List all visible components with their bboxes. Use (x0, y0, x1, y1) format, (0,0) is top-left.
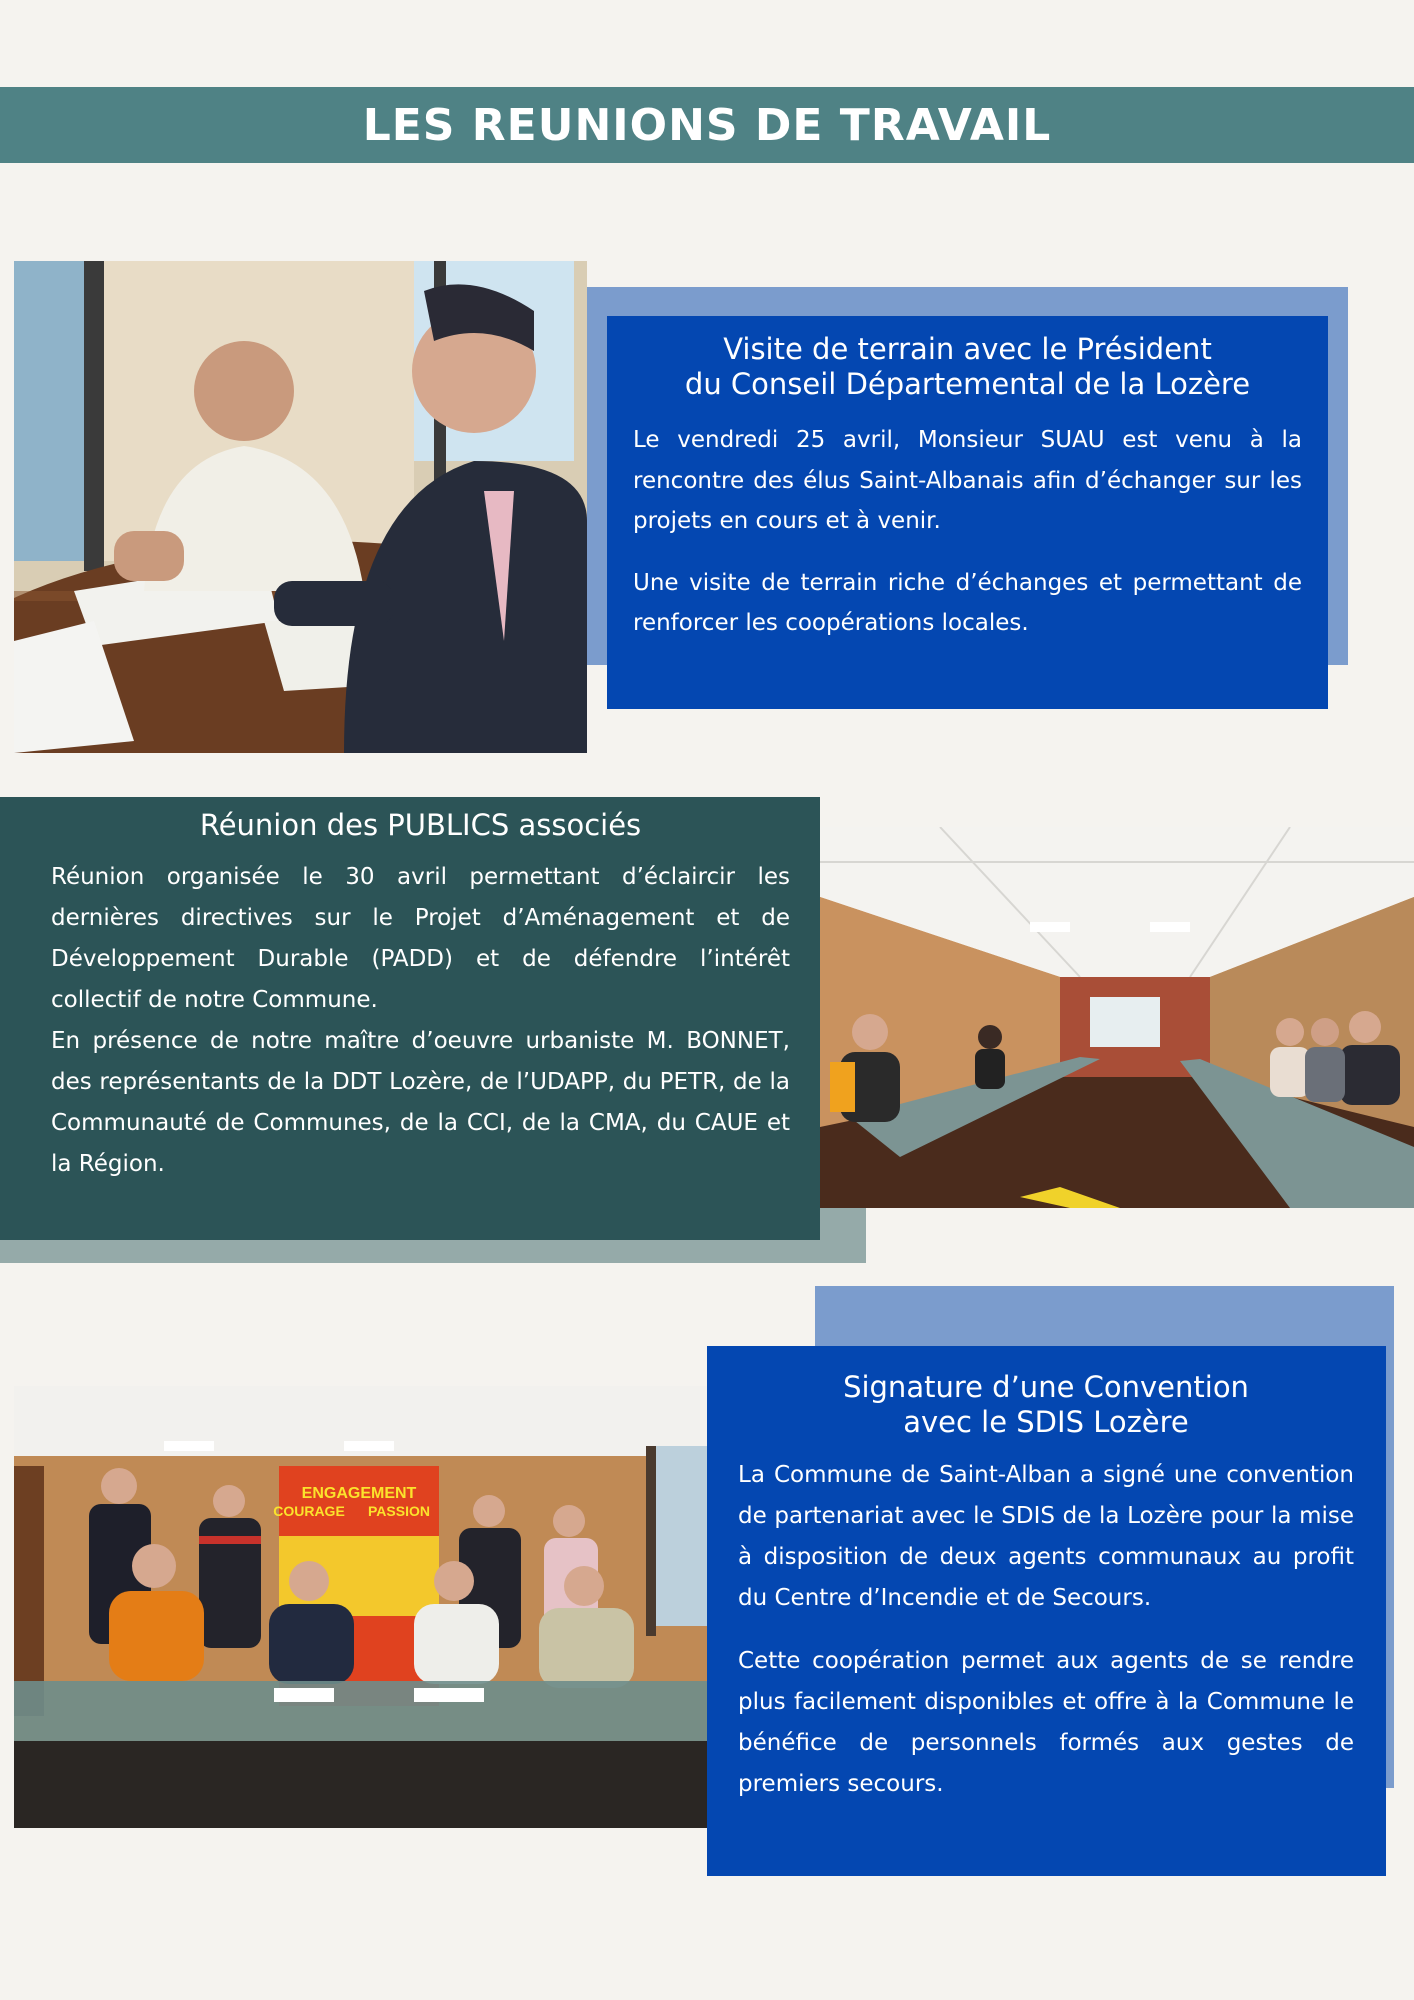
section2-paragraph-1: Réunion organisée le 30 avril permettant d’éclaircir les dernières directives sur le Projet d’Aménagement et de Développement Durable (PADD) et de défendre l’intérêt collectif de notre Commune. (51, 864, 790, 1013)
signature-photo (14, 1386, 721, 1828)
section3-title-line1: Signature d’une Convention (843, 1370, 1249, 1404)
banner-text-line3: PASSION (368, 1503, 430, 1519)
section3-paragraph-1: La Commune de Saint-Alban a signé une convention de partenariat avec le SDIS de la Lozère pour la mise à disposition de deux agents communaux au profit du Centre d’Incendie et de Secours. (738, 1462, 1354, 1611)
section1-title-line1: Visite de terrain avec le Président (723, 332, 1212, 366)
section2-title: Réunion des PUBLICS associés (199, 808, 642, 842)
section3-title (738, 1370, 1354, 1440)
section1-text-box (607, 316, 1328, 709)
section2-text-box (0, 797, 820, 1240)
meeting-photo-1 (14, 261, 587, 753)
section1-title (633, 332, 1302, 402)
section1-title-line2: du Conseil Départemental de la Lozère (684, 367, 1251, 401)
section2-paragraph-2: En présence de notre maître d’oeuvre urbaniste M. BONNET, des représentants de la DDT Lozère, de l’UDAPP, du PETR, de la Communauté de Communes, de la CCI, de la CMA, du CAUE et la Région. (51, 1028, 790, 1177)
section3-text-box (707, 1346, 1386, 1876)
section1-paragraph-2: Une visite de terrain riche d’échanges et permettant de renforcer les coopérations locales. (633, 569, 1302, 636)
section1-paragraph-1: Le vendredi 25 avril, Monsieur SUAU est venu à la rencontre des élus Saint-Albanais afin d’échanger sur les projets en cours et à venir. (633, 427, 1302, 534)
banner-text-line1: ENGAGEMENT (301, 1485, 417, 1502)
page-title: LES REUNIONS DE TRAVAIL (362, 99, 1052, 151)
section3-title-line2: avec le SDIS Lozère (903, 1405, 1189, 1439)
banner-text-line2: COURAGE (273, 1503, 345, 1519)
section3-paragraph-2: Cette coopération permet aux agents de se rendre plus facilement disponibles et offre à la Commune le bénéfice de personnels formés aux gestes de premiers secours. (738, 1648, 1354, 1797)
page-title-banner (0, 87, 1414, 163)
meeting-photo-2 (820, 827, 1414, 1208)
